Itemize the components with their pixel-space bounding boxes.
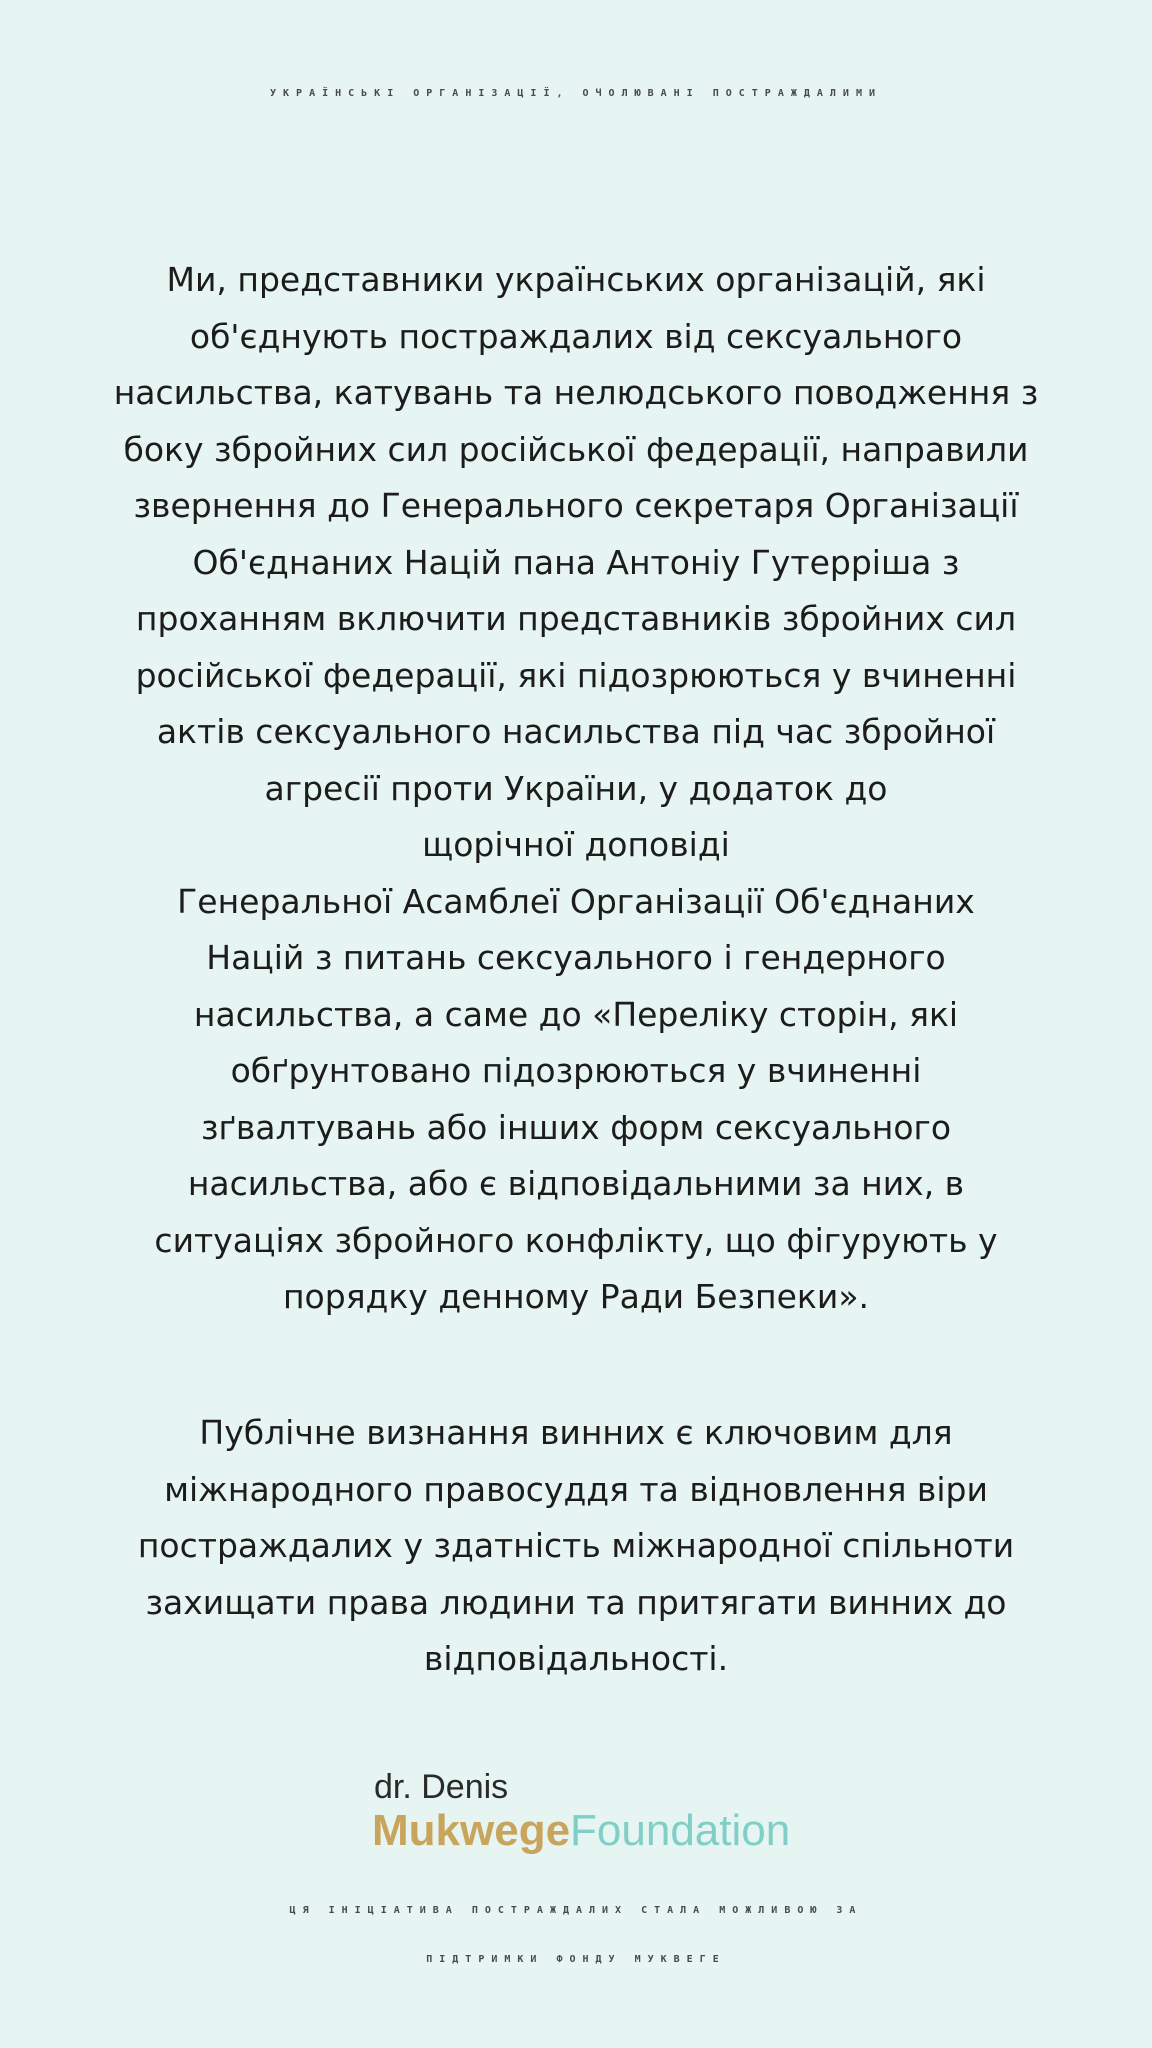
paragraph-line: Об'єднаних Націй пана Антоніу Гутерріша з — [192, 542, 960, 582]
paragraph-line: Націй з питань сексуального і гендерного — [206, 938, 946, 977]
footer-line: ПІДТРИМКИ ФОНДУ МУКВЕГЕ — [426, 1954, 726, 1965]
logo-dr-denis: dr. Denis — [374, 1768, 509, 1806]
paragraph-line: Публічне визнання винних є ключовим для — [199, 1413, 953, 1452]
paragraph-line: насильства, а саме до «Переліку сторін, які — [193, 994, 959, 1034]
paragraph-line: обґрунтовано підозрюються у вчиненні — [230, 1051, 922, 1090]
paragraph-line: звернення до Генерального секретаря Організації — [133, 486, 1019, 525]
paragraph-line: російської федерації, які підозрюються у вчиненні — [135, 655, 1017, 695]
paragraph-line: відповідальності. — [423, 1639, 729, 1678]
paragraph-line: зґвалтувань або інших форм сексуального — [200, 1107, 952, 1147]
logo-mukwege: Mukwege — [372, 1806, 571, 1855]
paragraph-line: насильства, або є відповідальними за них, в — [187, 1164, 965, 1203]
recognition-paragraph — [40, 1405, 1112, 1688]
mukwege-foundation-logo — [372, 1768, 790, 1866]
paragraph-line: щорічної доповіді — [422, 825, 730, 864]
paragraph-line: об'єднують постраждалих від сексуального — [189, 316, 963, 356]
paragraph-line: актів сексуального насильства під час збройної — [156, 712, 996, 751]
paragraph-line: міжнародного правосуддя та відновлення віри — [164, 1469, 988, 1509]
paragraph-line: постраждалих у здатність міжнародної спільноти — [137, 1526, 1015, 1565]
paragraph-line: проханням включити представників збройних сил — [135, 599, 1017, 638]
paragraph-line: Генеральної Асамблеї Організації Об'єднаних — [177, 881, 975, 921]
paragraph-line: захищати права людини та притягати винних до — [145, 1582, 1007, 1622]
paragraph-line: агресії проти України, у додаток до — [264, 768, 888, 808]
appeal-paragraph — [40, 252, 1112, 1326]
paragraph-line: боку збройних сил російської федерації, направили — [123, 429, 1029, 469]
paragraph-line: порядку денному Ради Безпеки». — [282, 1277, 869, 1316]
page-title: УКРАЇНСЬКІ ОРГАНІЗАЦІЇ, ОЧОЛЮВАНІ ПОСТРАЖДАЛИМИ — [270, 88, 882, 99]
paragraph-line: ситуаціях збройного конфлікту, що фігурують у — [154, 1220, 998, 1260]
logo-foundation: Foundation — [570, 1806, 791, 1855]
footer-line: ЦЯ ІНІЦІАТИВА ПОСТРАЖДАЛИХ СТАЛА МОЖЛИВОЮ ЗА — [289, 1905, 863, 1916]
paragraph-line: Ми, представники українських організацій, які — [166, 260, 986, 299]
paragraph-line: насильства, катувань та нелюдського поводження з — [113, 373, 1039, 412]
logo-wordmark — [372, 1806, 790, 1866]
